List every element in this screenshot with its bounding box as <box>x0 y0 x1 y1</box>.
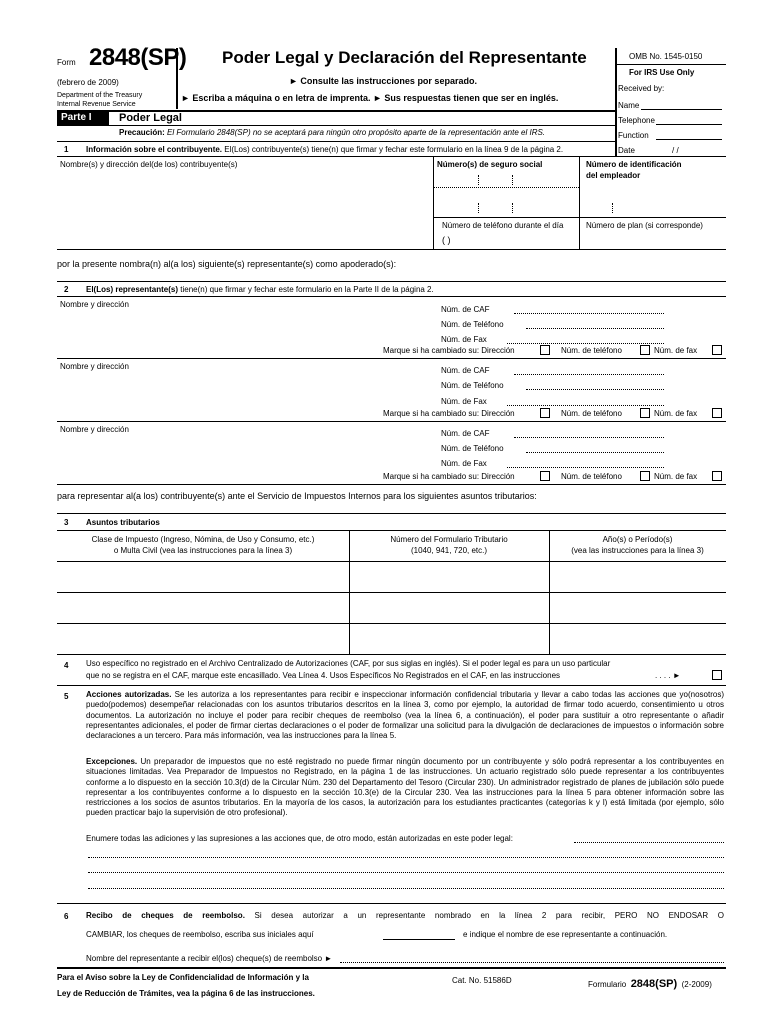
rep3-caf-label: Núm. de CAF <box>441 429 490 438</box>
form-title: Poder Legal y Declaración del Representante <box>222 48 587 67</box>
caution-row <box>119 128 545 138</box>
line4-text-1: Uso específico no registrado en el Archivo Centralizado de Autorizaciones (CAF, por sus siglas en inglés). Si el poder legal es para un uso particular <box>86 659 611 668</box>
form-number-header-1: Número del Formulario Tributario <box>390 535 508 544</box>
dept-treasury: Department of the Treasury <box>57 92 143 99</box>
instruction-type: ► Escriba a máquina o en letra de imprenta. ► Sus respuestas tienen que ser en inglés. <box>181 93 559 103</box>
line6-text-2b: e indique el nombre de ese representante a continuación. <box>463 930 668 939</box>
refund-rep-field[interactable] <box>340 962 724 963</box>
privacy-notice-2: Ley de Reducción de Trámites, vea la página 6 de las instrucciones. <box>57 989 315 998</box>
rep3-phone-checkbox[interactable] <box>640 471 650 481</box>
line6-text: Si desea autorizar a un representante nombrado en la línea 2 para recibir, PERO NO ENDOSAR O <box>254 911 724 920</box>
rep1-tel-label: Núm. de Teléfono <box>441 320 504 329</box>
line5-list-label: Enumere todas las adiciones y las supresiones a las acciones que, de otro modo, están autorizadas en este poder legal: <box>86 834 513 843</box>
rep3-name-label: Nombre y dirección <box>60 425 129 434</box>
rep1-fax-check-label: Núm. de fax <box>654 346 698 355</box>
ssn-label: Número(s) de seguro social <box>437 160 543 169</box>
footer-form-id <box>588 974 712 992</box>
rep2-fax-label: Núm. de Fax <box>441 397 487 406</box>
line5-exceptions <box>86 757 724 819</box>
ein-label-2: del empleador <box>586 171 641 180</box>
initials-field[interactable] <box>383 939 455 940</box>
line1-heading <box>86 145 563 155</box>
rep1-address-checkbox[interactable] <box>540 345 550 355</box>
ein-separator <box>612 203 613 213</box>
form-number: 2848(SP) <box>89 44 187 71</box>
line1-label: Información sobre el contribuyente. <box>86 145 223 154</box>
exceptions-label: Excepciones. <box>86 757 138 766</box>
tax-type-header-1: Clase de Impuesto (Ingreso, Nómina, de Uso y Consumo, etc.) <box>91 535 315 544</box>
line2-number: 2 <box>64 285 69 294</box>
appoint-text: por la presente nombra(n) al(a los) siguiente(s) representante(s) como apoderado(s): <box>57 259 397 269</box>
part1-badge: Parte I <box>57 111 109 125</box>
line4-arrow: . . . . ► <box>655 671 681 680</box>
irs-date-slashes: / / <box>672 146 679 155</box>
refund-rep-label: Nombre del representante a recibir el(los) cheque(s) de reembolso ► <box>86 954 333 963</box>
irs-use-only: For IRS Use Only <box>629 68 695 77</box>
irs-function-label: Function <box>618 131 649 140</box>
ssn-separator <box>478 175 479 185</box>
line6-text-1 <box>86 911 724 921</box>
line5-label: Acciones autorizadas. <box>86 690 172 699</box>
line5-entry-line[interactable] <box>88 872 724 873</box>
daytime-phone-label: Número de teléfono durante el día <box>442 221 564 230</box>
periods-header-1: Año(s) o Período(s) <box>602 535 673 544</box>
omb-number: OMB No. 1545-0150 <box>629 52 703 61</box>
rep1-fax-checkbox[interactable] <box>712 345 722 355</box>
rep1-caf-label: Núm. de CAF <box>441 305 490 314</box>
form-number-header-2: (1040, 941, 720, etc.) <box>410 546 488 555</box>
part1-title: Poder Legal <box>119 112 182 124</box>
rep3-check-label: Marque si ha cambiado su: Dirección <box>383 472 515 481</box>
line1-text: El(Los) contribuyente(s) tiene(n) que firmar y fechar este formulario en la línea 9 de la página 2. <box>224 145 564 154</box>
instruction-see: ► Consulte las instrucciones por separado. <box>289 76 477 86</box>
phone-parens: ( ) <box>442 235 451 245</box>
line5-text: Se les autoriza a los representantes para recibir e inspeccionar información confidencial tributaria y llevar a cabo todas las acciones que yo(nosotros) puedo(podemos) desempeñar relacionadas con los asuntos tributarios descritos en la línea 3, como por ejemplo, la autoridad de firmar todo acuerdo, consentimiento u otros documentos. La autorización no incluye el poder para recibir cheques de reembolso (vea la línea 6, a continuación), el poder para sustituir a otro representante o añadir representantes adicionales, el poder de firmar ciertas declaraciones o el poder de formalizar una solicitud para la divulgación de declaraciones de impuestos o información sobre declaraciones a un tercero. Para más información, vea las instrucciones para la línea 5. <box>86 690 724 741</box>
form-label: Form <box>57 58 76 67</box>
caution-text: El Formulario 2848(SP) no se aceptará para ningún otro propósito aparte de la representación ante el IRS. <box>167 128 546 137</box>
line6-label: Recibo de cheques de reembolso. <box>86 911 245 920</box>
rep1-name-label: Nombre y dirección <box>60 300 129 309</box>
rep2-name-label: Nombre y dirección <box>60 362 129 371</box>
caution-label: Precaución: <box>119 128 165 137</box>
rep3-fax-check-label: Núm. de fax <box>654 472 698 481</box>
received-by-label: Received by: <box>618 84 665 93</box>
line5-entry-line[interactable] <box>574 842 724 843</box>
rep3-address-checkbox[interactable] <box>540 471 550 481</box>
line2-text: tiene(n) que firmar y fechar este formulario en la Parte II de la página 2. <box>180 285 434 294</box>
rep2-fax-check-label: Núm. de fax <box>654 409 698 418</box>
tax-type-header-2: o Multa Civil (vea las instrucciones para la línea 3) <box>113 546 293 555</box>
line2-label: El(Los) representante(s) <box>86 285 179 294</box>
rep2-phone-checkbox[interactable] <box>640 408 650 418</box>
rep3-fax-checkbox[interactable] <box>712 471 722 481</box>
rep3-tel-label: Núm. de Teléfono <box>441 444 504 453</box>
line4-checkbox[interactable] <box>712 670 722 680</box>
rep2-check-label: Marque si ha cambiado su: Dirección <box>383 409 515 418</box>
line4-text-2: que no se registra en el CAF, marque este encasillado. Vea Línea 4. Usos Específicos No Registrados en el CAF, en las instrucciones <box>86 671 561 680</box>
line5-entry-line[interactable] <box>88 857 724 858</box>
ssn-separator <box>512 175 513 185</box>
exceptions-text: Un preparador de impuestos que no esté registrado no puede firmar ningún documento por un contribuyente y sólo podrá representar a los contribuyentes en situaciones limitadas. Vea Preparador de Impuestos no Registrado, en la página 1 de las instrucciones. Un actuario registrado sólo puede representar a los contribuyentes conforme a lo dispuesto en la sección 10.3(d) de la Circular Núm. 230 del Departamento del Tesoro (Circular 230). Un administrador registrado de planes de jubilación sólo puede representar a los contribuyentes conforme a lo dispuesto en la sección 10.3(e) de la Circular 230. Vea las instrucciones para la línea 5 para obtener información sobre las restricciones a los socios de asuntos tributarios. En la mayoría de los casos, la autorización para los estudiantes practicantes (categorías k y l) está limitada (por ejemplo, sólo pueden practicar bajo la supervisión de otro profesional). <box>86 757 724 818</box>
privacy-notice-1: Para el Aviso sobre la Ley de Confidencialidad de Información y la <box>57 973 309 982</box>
periods-header-2: (vea las instrucciones para la línea 3) <box>571 546 704 555</box>
rep1-fax-label: Núm. de Fax <box>441 335 487 344</box>
line5-paragraph <box>86 690 724 741</box>
rep1-phone-checkbox[interactable] <box>640 345 650 355</box>
rep1-check-label: Marque si ha cambiado su: Dirección <box>383 346 515 355</box>
irs-name-label: Name <box>618 101 640 110</box>
rep2-tel-label: Núm. de Teléfono <box>441 381 504 390</box>
taxpayer-name-label: Nombre(s) y dirección del(de los) contribuyente(s) <box>60 160 238 169</box>
ssn-separator <box>478 203 479 213</box>
line1-number: 1 <box>64 145 69 154</box>
form-edition: (febrero de 2009) <box>57 78 119 87</box>
line2-heading <box>86 285 434 295</box>
line4-number: 4 <box>64 661 69 670</box>
rep3-phone-check-label: Núm. de teléfono <box>561 472 622 481</box>
catalog-number: Cat. No. 51586D <box>452 976 512 985</box>
line3-label: Asuntos tributarios <box>86 518 160 527</box>
rep2-address-checkbox[interactable] <box>540 408 550 418</box>
rep3-fax-label: Núm. de Fax <box>441 459 487 468</box>
footer-form-word: Formulario <box>588 980 627 989</box>
line3-number: 3 <box>64 518 69 527</box>
footer-form-number: 2848(SP) <box>630 978 678 990</box>
line5-entry-line[interactable] <box>88 888 724 889</box>
rep2-phone-check-label: Núm. de teléfono <box>561 409 622 418</box>
ssn-separator <box>512 203 513 213</box>
line6-number: 6 <box>64 912 69 921</box>
line6-text-2a: CAMBIAR, los cheques de reembolso, escriba sus iniciales aquí <box>86 930 314 939</box>
represent-text: para representar al(a los) contribuyente(s) ante el Servicio de Impuestos Internos para los siguientes asuntos tributarios: <box>57 491 537 501</box>
rep2-fax-checkbox[interactable] <box>712 408 722 418</box>
rep2-caf-label: Núm. de CAF <box>441 366 490 375</box>
dept-irs: Internal Revenue Service <box>57 101 136 108</box>
rep1-phone-check-label: Núm. de teléfono <box>561 346 622 355</box>
line5-number: 5 <box>64 692 69 701</box>
plan-number-label: Número de plan (si corresponde) <box>586 221 703 230</box>
ein-label-1: Número de identificación <box>586 160 682 169</box>
irs-date-label: Date <box>618 146 635 155</box>
footer-rev: (2-2009) <box>681 980 712 989</box>
irs-telephone-label: Telephone <box>618 116 655 125</box>
